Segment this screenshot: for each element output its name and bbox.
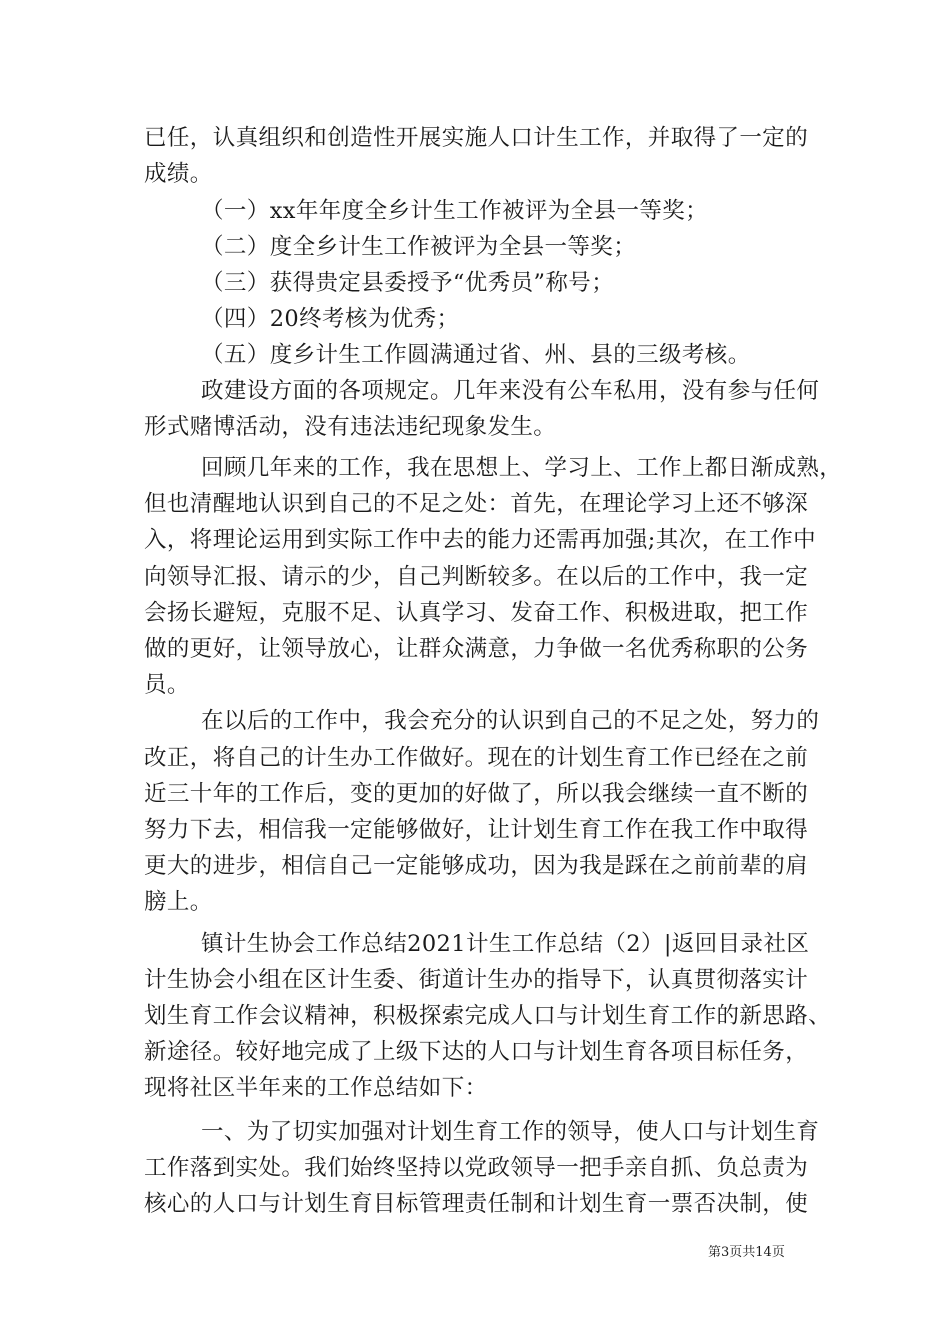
text-line: 政建设方面的各项规定。几年来没有公车私用，没有参与任何 [201,378,820,404]
text-line: 努力下去，相信我一定能够做好，让计划生育工作在我工作中取得 [144,817,809,843]
text-line: （四）20终考核为优秀； [201,306,460,332]
text-line: 在以后的工作中，我会充分的认识到自己的不足之处，努力的 [201,708,820,734]
text-line: （一）xx年年度全乡计生工作被评为全县一等奖； [201,198,709,224]
text-line: 会扬长避短，克服不足、认真学习、发奋工作、积极进取，把工作 [144,600,809,626]
text-line: （五）度乡计生工作圆满通过省、州、县的三级考核。 [201,342,751,368]
text-line: 但也清醒地认识到自己的不足之处：首先，在理论学习上还不够深 [144,491,809,517]
text-line: 已任，认真组织和创造性开展实施人口计生工作，并取得了一定的 [144,125,809,151]
text-line: 做的更好，让领导放心，让群众满意，力争做一名优秀称职的公务 [144,636,809,662]
text-line: 员。 [144,672,190,698]
text-line: 入，将理论运用到实际工作中去的能力还需再加强;其次，在工作中 [144,527,817,553]
text-line: 镇计生协会工作总结2021计生工作总结（2）|返回目录社区 [201,931,810,957]
text-line: 成绩。 [144,161,213,187]
text-line: 一、为了切实加强对计划生育工作的领导，使人口与计划生育 [201,1119,820,1145]
text-line: 新途径。较好地完成了上级下达的人口与计划生育各项目标任务， [144,1039,809,1065]
text-line: 划生育工作会议精神，积极探索完成人口与计划生育工作的新思路、 [144,1003,832,1029]
text-line: 计生协会小组在区计生委、街道计生办的指导下，认真贯彻落实计 [144,967,809,993]
text-line: 核心的人口与计划生育目标管理责任制和计划生育一票否决制，使 [144,1191,809,1217]
text-line: 膀上。 [144,889,213,915]
text-line: 工作落到实处。我们始终坚持以党政领导一把手亲自抓、负总责为 [144,1155,809,1181]
text-line: 回顾几年来的工作，我在思想上、学习上、工作上都日渐成熟， [201,455,843,481]
text-line: （二）度全乡计生工作被评为全县一等奖； [201,234,637,260]
page-number: 第3页共14页 [708,1245,785,1260]
text-line: 改正，将自己的计生办工作做好。现在的计划生育工作已经在之前 [144,745,809,771]
text-line: （三）获得贵定县委授予“优秀员”称号； [201,270,615,296]
text-line: 形式赌博活动，没有违法违纪现象发生。 [144,414,557,440]
text-line: 更大的进步，相信自己一定能够成功，因为我是踩在之前前辈的肩 [144,853,809,879]
text-line: 现将社区半年来的工作总结如下： [144,1075,488,1101]
text-line: 向领导汇报、请示的少，自己判断较多。在以后的工作中，我一定 [144,564,809,590]
text-line: 近三十年的工作后，变的更加的好做了，所以我会继续一直不断的 [144,781,809,807]
